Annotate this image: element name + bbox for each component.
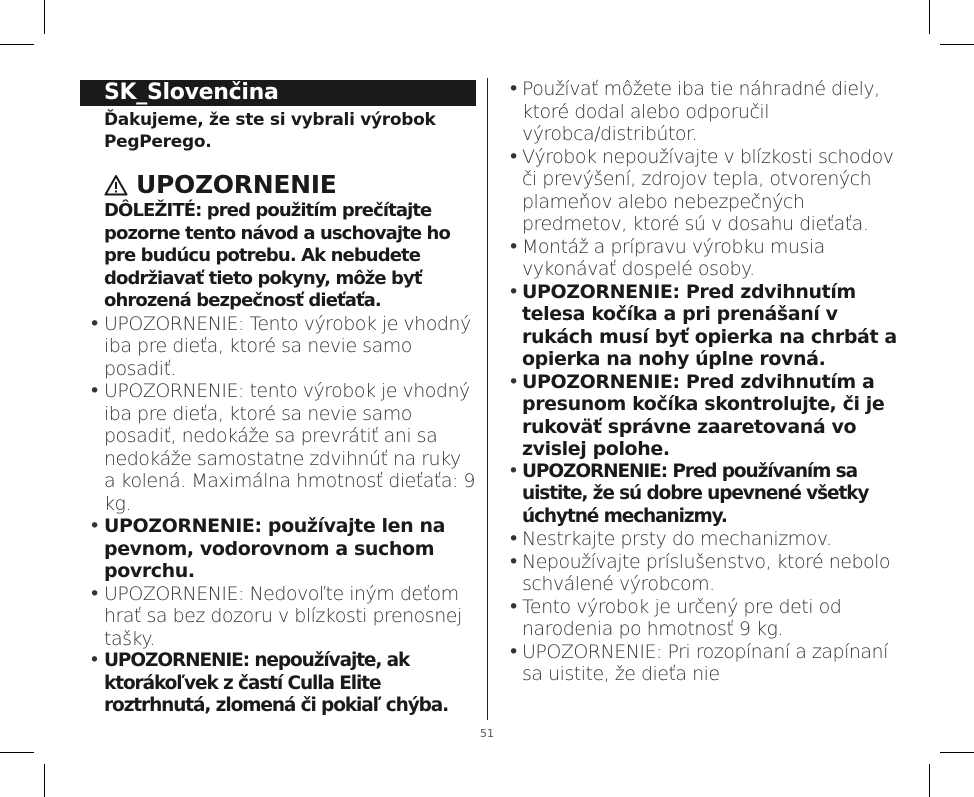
crop-mark	[929, 0, 930, 34]
crop-mark	[0, 44, 34, 45]
list-item: • Tento výrobok je určený pre deti od narodenia po hmotnosť 9 kg.	[508, 596, 900, 641]
list-item: • UPOZORNENIE: Pred používaním sa uistite, že sú dobre upevnené všetky úchytné mechanizmy.	[508, 461, 900, 529]
list-item: • Výrobok nepoužívajte v blízkosti schodov či prevýšení, zdrojov tepla, otvorených plameňov alebo nebezpečných predmetov, ktoré sú v dosahu dieťaťa.	[508, 146, 900, 236]
warning-heading	[104, 171, 476, 199]
list-item: • UPOZORNENIE: Tento výrobok je vhodný iba pre dieťa, ktoré sa nevie samo posadiť.	[80, 313, 476, 381]
crop-mark	[929, 764, 930, 797]
list-item: • UPOZORNENIE: Nedovoľte iným deťom hrať sa bez dozoru v blízkosti prenosnej tašky.	[80, 583, 476, 651]
crop-mark	[44, 0, 45, 34]
list-item: • Nestrkajte prsty do mechanizmov.	[508, 528, 900, 551]
warning-heading-label: UPOZORNENIE	[136, 170, 337, 199]
thanks-text: Ďakujeme, že ste si vybrali výrobok PegPerego.	[104, 110, 436, 152]
right-column	[508, 78, 900, 686]
left-warning-list	[80, 313, 476, 718]
crop-mark	[44, 764, 45, 797]
list-item: • Používať môžete iba tie náhradné diely, ktoré dodal alebo odporučil výrobca/distribútor.	[508, 78, 900, 146]
crop-mark	[940, 44, 974, 45]
list-item: • UPOZORNENIE: Pred zdvihnutím a presunom kočíka skontrolujte, či je rukoväť správne zaaretovaná vo zvislej polohe.	[508, 371, 900, 461]
list-item: • UPOZORNENIE: používajte len na pevnom, vodorovnom a suchom povrchu.	[80, 515, 476, 583]
language-header-bar: SK_Slovenčina	[80, 80, 476, 106]
warning-triangle-icon	[104, 174, 128, 196]
list-item: • UPOZORNENIE: tento výrobok je vhodný iba pre dieťa, ktoré sa nevie samo posadiť, nedokáže sa prevrátiť ani sa nedokáže samostatne zdvihnúť na ruky a kolená. Maximálna hmotnosť dieťaťa: 9 kg.	[80, 380, 476, 515]
crop-mark	[0, 752, 34, 753]
left-column	[80, 80, 476, 718]
list-item: • Nepoužívajte príslušenstvo, ktoré nebolo schválené výrobcom.	[508, 551, 900, 596]
list-item: • Montáž a prípravu výrobku musia vykonávať dospelé osoby.	[508, 236, 900, 281]
important-notice: DÔLEŽITÉ: pred použitím prečítajte pozorne tento návod a uschovajte ho pre budúcu potrebu. Ak nebudete dodržiavať tieto pokyny, môže byť ohrozená bezpečnosť dieťaťa.	[104, 200, 450, 311]
crop-mark	[940, 752, 974, 753]
list-item: • UPOZORNENIE: nepoužívajte, ak ktorákoľvek z častí Culla Elite roztrhnutá, zlomená či pokiaľ chýba.	[80, 650, 476, 718]
list-item: • UPOZORNENIE: Pred zdvihnutím telesa kočíka a pri prenášaní v rukách musí byť opierka na chrbát a opierka na nohy úplne rovná.	[508, 281, 900, 371]
list-item: • UPOZORNENIE: Pri rozopínaní a zapínaní sa uistite, že dieťa nie	[508, 641, 900, 686]
page-number: 51	[480, 727, 494, 740]
column-divider	[487, 78, 488, 720]
right-warning-list	[508, 78, 900, 686]
